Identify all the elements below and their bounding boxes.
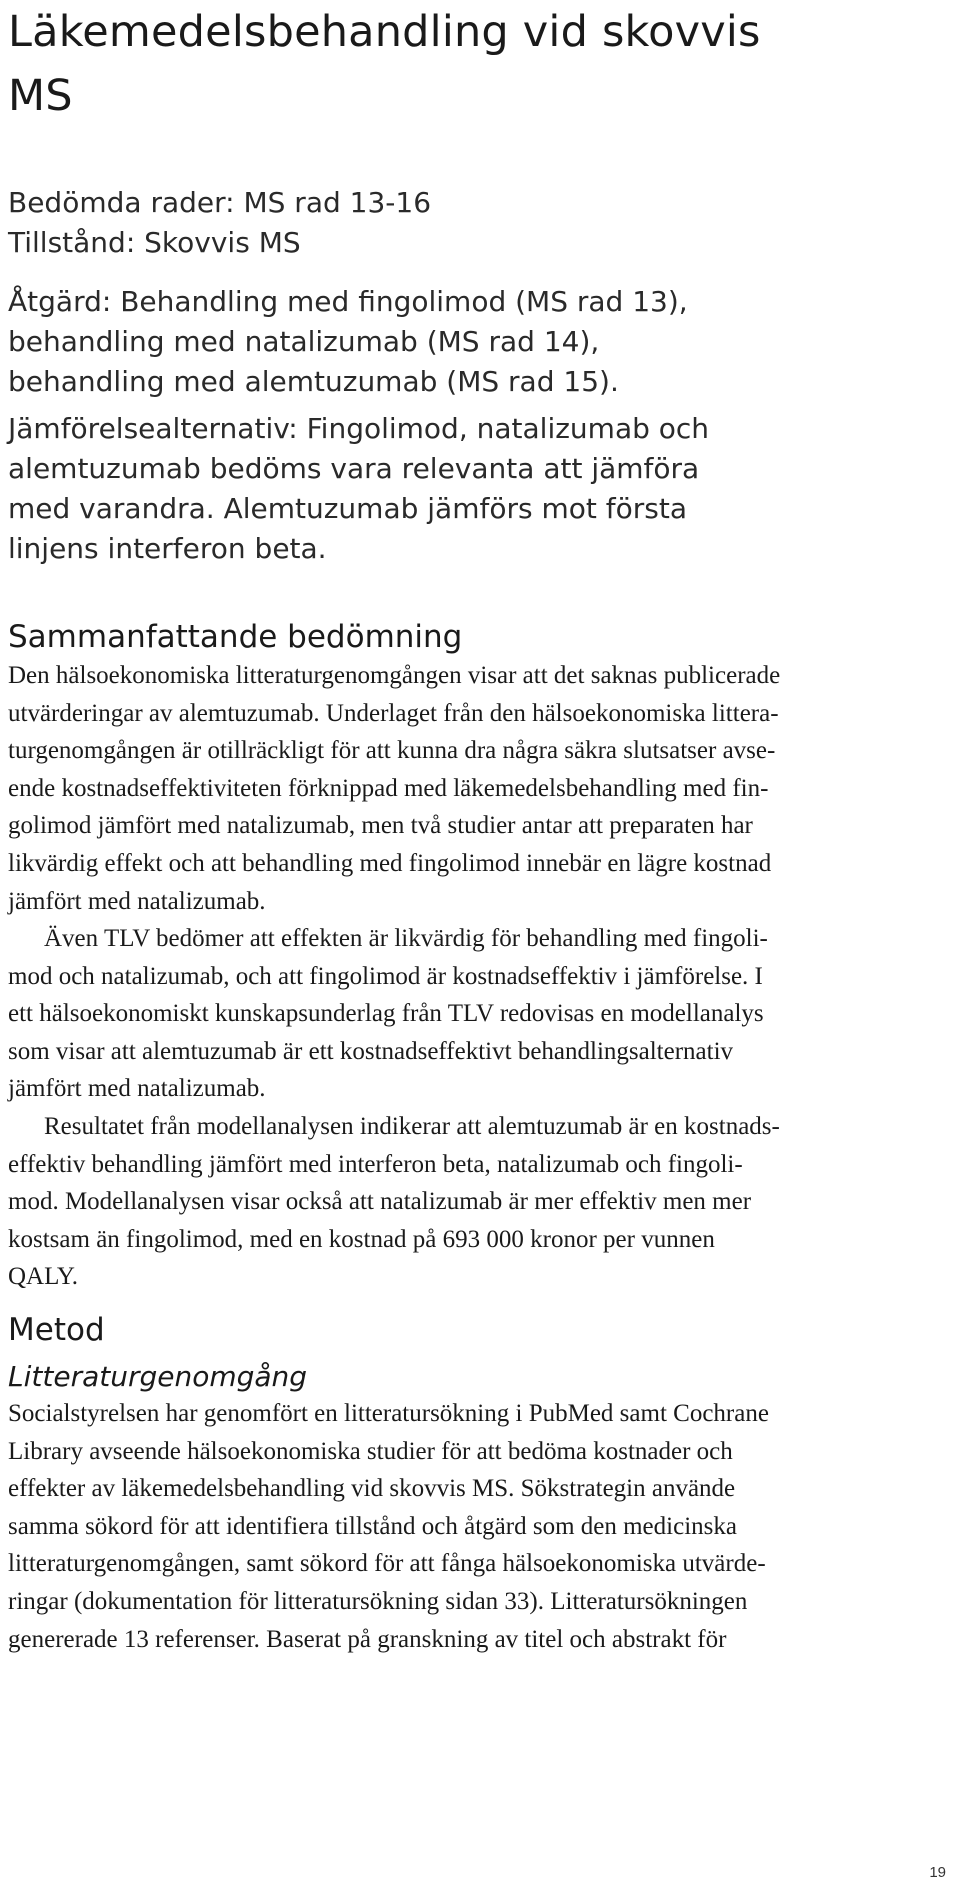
action-block bbox=[8, 282, 953, 402]
comparison-block bbox=[8, 409, 953, 569]
summary-paragraph-3 bbox=[8, 1108, 953, 1296]
method-heading: Metod bbox=[8, 1312, 105, 1348]
method-paragraph bbox=[8, 1395, 953, 1658]
page-number: 19 bbox=[929, 1864, 946, 1881]
text-line: effekter av läkemedelsbehandling vid skovvis MS. Sökstrategin använde bbox=[8, 1475, 736, 1503]
text-line: ende kostnadseffektiviteten förknippad med läkemedelsbehandling med fin- bbox=[8, 774, 769, 802]
text-line: genererade 13 referenser. Baserat på granskning av titel och abstrakt för bbox=[8, 1625, 727, 1653]
action-line: behandling med natalizumab (MS rad 14), bbox=[8, 325, 600, 358]
title-line: MS bbox=[8, 71, 73, 121]
text-line: Den hälsoekonomiska litteraturgenomgången visar att det saknas publicerade bbox=[8, 662, 781, 689]
text-line: ett hälsoekonomiskt kunskapsunderlag från TLV redovisas en modellanalys bbox=[8, 1000, 764, 1028]
summary-paragraph-1 bbox=[8, 657, 953, 920]
text-line: utvärderingar av alemtuzumab. Underlaget från den hälsoekonomiska littera- bbox=[8, 699, 779, 727]
text-line: Resultatet från modellanalysen indikerar att alemtuzumab är en kostnads- bbox=[44, 1113, 780, 1140]
text-line: ringar (dokumentation för litteratursökning sidan 33). Litteratursökningen bbox=[8, 1587, 748, 1615]
comparison-line: Jämförelsealternativ: Fingolimod, natalizumab och bbox=[8, 412, 710, 445]
assessed-rows: Bedömda rader: MS rad 13-16 bbox=[8, 186, 432, 219]
text-line: effektiv behandling jämfört med interferon beta, natalizumab och fingoli- bbox=[8, 1150, 743, 1178]
summary-paragraph-2 bbox=[8, 920, 953, 1108]
comparison-line: linjens interferon beta. bbox=[8, 532, 327, 565]
text-line: Library avseende hälsoekonomiska studier för att bedöma kostnader och bbox=[8, 1437, 733, 1465]
action-line: behandling med alemtuzumab (MS rad 15). bbox=[8, 365, 619, 398]
assessed-rows-block bbox=[8, 183, 953, 263]
text-line: jämfört med natalizumab. bbox=[8, 887, 266, 915]
text-line: turgenomgången är otillräckligt för att kunna dra några säkra slutsatser avse- bbox=[8, 737, 776, 765]
comparison-line: med varandra. Alemtuzumab jämförs mot första bbox=[8, 492, 687, 525]
page-title bbox=[8, 0, 953, 128]
text-line: QALY. bbox=[8, 1263, 78, 1291]
text-line: Socialstyrelsen har genomfört en litteratursökning i PubMed samt Cochrane bbox=[8, 1400, 769, 1427]
condition: Tillstånd: Skovvis MS bbox=[8, 226, 301, 259]
text-line: som visar att alemtuzumab är ett kostnadseffektivt behandlingsalternativ bbox=[8, 1037, 734, 1065]
summary-heading: Sammanfattande bedömning bbox=[8, 619, 463, 655]
literature-review-heading: Litteraturgenomgång bbox=[8, 1360, 308, 1393]
text-line: Även TLV bedömer att effekten är likvärdig för behandling med fingoli- bbox=[44, 925, 768, 952]
comparison-line: alemtuzumab bedöms vara relevanta att jämföra bbox=[8, 452, 700, 485]
text-line: samma sökord för att identifiera tillstånd och åtgärd som den medicinska bbox=[8, 1512, 737, 1540]
text-line: litteraturgenomgången, samt sökord för att fånga hälsoekonomiska utvärde- bbox=[8, 1550, 766, 1578]
text-line: likvärdig effekt och att behandling med fingolimod innebär en lägre kostnad bbox=[8, 849, 772, 877]
text-line: mod och natalizumab, och att fingolimod är kostnadseffektiv i jämförelse. I bbox=[8, 962, 763, 990]
action-line: Åtgärd: Behandling med fingolimod (MS rad 13), bbox=[8, 285, 688, 318]
title-line: Läkemedelsbehandling vid skovvis bbox=[8, 7, 761, 57]
text-line: golimod jämfört med natalizumab, men två studier antar att preparaten har bbox=[8, 812, 753, 840]
text-line: kostsam än fingolimod, med en kostnad på 693 000 kronor per vunnen bbox=[8, 1225, 715, 1253]
text-line: mod. Modellanalysen visar också att natalizumab är mer effektiv men mer bbox=[8, 1188, 752, 1216]
text-line: jämfört med natalizumab. bbox=[8, 1075, 266, 1103]
